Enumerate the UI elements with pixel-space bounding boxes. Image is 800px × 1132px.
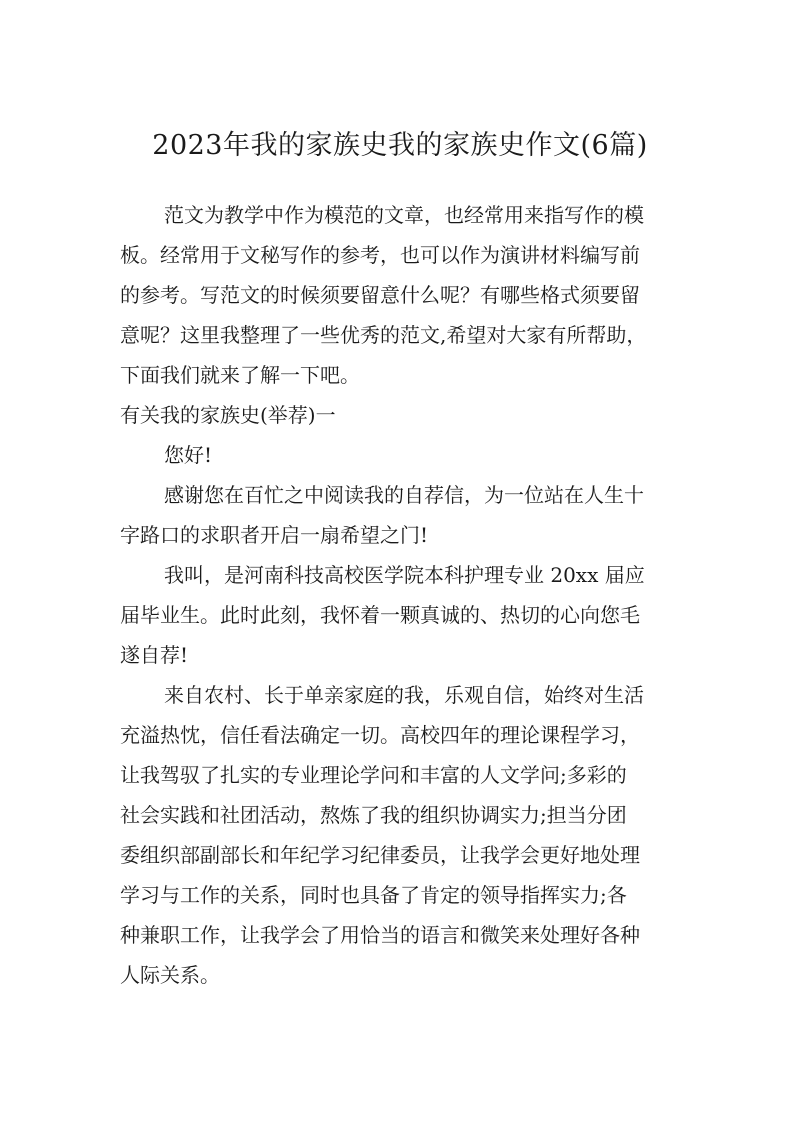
text-line: 我叫，是河南科技高校医学院本科护理专业 20xx 届应 bbox=[164, 563, 645, 587]
intro-paragraph bbox=[120, 195, 692, 395]
paragraph-3 bbox=[120, 675, 692, 995]
section-heading: 有关我的家族史(举荐)一 bbox=[120, 403, 336, 427]
text-line: 委组织部副部长和年纪学习纪律委员，让我学会更好地处理 bbox=[120, 843, 640, 867]
text-line: 充溢热忱，信任看法确定一切。高校四年的理论课程学习， bbox=[120, 723, 640, 747]
text-line: 感谢您在百忙之中阅读我的自荐信，为一位站在人生十 bbox=[164, 483, 644, 507]
text-line: 人际关系。 bbox=[120, 963, 220, 987]
text-line: 范文为教学中作为模范的文章，也经常用来指写作的模 bbox=[164, 203, 644, 227]
text-line: 下面我们就来了解一下吧。 bbox=[120, 363, 360, 387]
text-line: 来自农村、长于单亲家庭的我，乐观自信，始终对生活 bbox=[164, 683, 644, 707]
text-line: 让我驾驭了扎实的专业理论学问和丰富的人文学问;多彩的 bbox=[120, 763, 627, 787]
text-line: 遂自荐! bbox=[120, 643, 189, 667]
paragraph-2 bbox=[120, 555, 692, 675]
text-line: 社会实践和社团活动，熬炼了我的组织协调实力;担当分团 bbox=[120, 803, 627, 827]
text-line: 学习与工作的关系，同时也具备了肯定的领导指挥实力;各 bbox=[120, 883, 627, 907]
text-line: 种兼职工作，让我学会了用恰当的语言和微笑来处理好各种 bbox=[120, 923, 640, 947]
text-line: 的参考。写范文的时候须要留意什么呢？有哪些格式须要留 bbox=[120, 283, 640, 307]
document-body bbox=[120, 195, 692, 995]
text-line: 字路口的求职者开启一扇希望之门! bbox=[120, 523, 429, 547]
text-line: 板。经常用于文秘写作的参考，也可以作为演讲材料编写前 bbox=[120, 243, 640, 267]
text-line: 意呢？这里我整理了一些优秀的范文,希望对大家有所帮助， bbox=[120, 323, 647, 347]
greeting: 您好! bbox=[164, 443, 213, 467]
paragraph-1 bbox=[120, 475, 692, 555]
text-line: 届毕业生。此时此刻，我怀着一颗真诚的、热切的心向您毛 bbox=[120, 603, 640, 627]
document-title: 2023年我的家族史我的家族史作文(6篇) bbox=[152, 130, 648, 161]
